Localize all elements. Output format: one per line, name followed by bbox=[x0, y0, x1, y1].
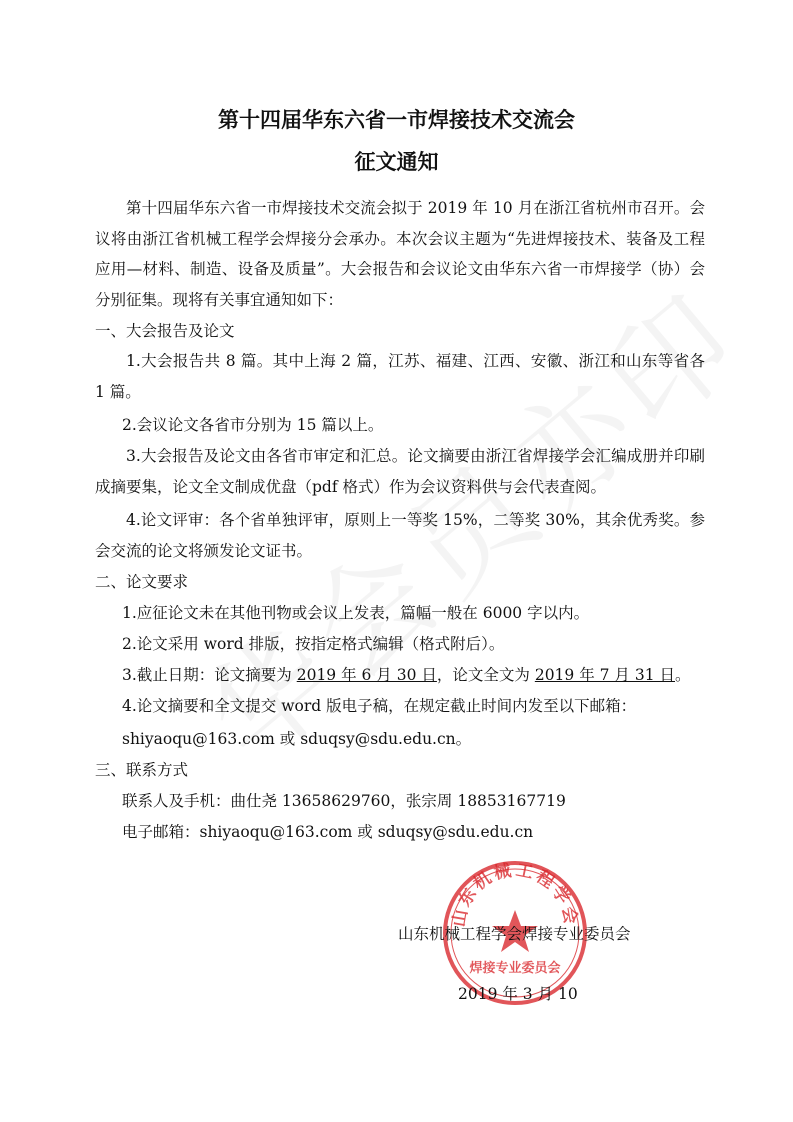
section1-item4: 4.论文评审：各个省单独评审，原则上一等奖 15%，二等奖 30%，其余优秀奖。参会交流的论文将颁发论文证书。 bbox=[95, 511, 705, 560]
deadline-middle: ，论文全文为 bbox=[436, 666, 535, 684]
section1-item3: 3.大会报告及论文由各省市审定和汇总。论文摘要由浙江省焊接学会汇编成册并印刷成摘要集，论文全文制成优盘（pdf 格式）作为会议资料供与会代表查阅。 bbox=[95, 447, 705, 496]
section2-item3 bbox=[122, 665, 691, 685]
section2-heading: 二、论文要求 bbox=[95, 573, 189, 591]
deadline-prefix: 3.截止日期：论文摘要为 bbox=[122, 666, 297, 684]
seal-inner-text: 焊接专业委员会 bbox=[469, 961, 561, 976]
signature-organization: 山东机械工程学会焊接专业委员会 bbox=[398, 925, 631, 943]
section1-heading: 一、大会报告及论文 bbox=[95, 322, 235, 340]
signature-date: 2019 年 3 月 10 bbox=[458, 985, 578, 1003]
contact-email: 电子邮箱：shiyaoqu@163.com 或 sduqsy@sdu.edu.cn bbox=[122, 823, 534, 841]
abstract-deadline: 2019 年 6 月 30 日 bbox=[296, 666, 437, 684]
section2-item4: 4.论文摘要和全文提交 word 版电子稿，在规定截止时间内发至以下邮箱： bbox=[122, 697, 637, 715]
section1-item1: 1.大会报告共 8 篇。其中上海 2 篇，江苏、福建、江西、安徽、浙江和山东等省各 1 篇。 bbox=[95, 352, 705, 401]
document-title: 第十四届华东六省一市焊接技术交流会 bbox=[218, 108, 575, 132]
section3-heading: 三、联系方式 bbox=[95, 761, 189, 779]
intro-paragraph: 第十四届华东六省一市焊接技术交流会拟于 2019 年 10 月在浙江省杭州市召开。会议将由浙江省机械工程学会焊接分会承办。本次会议主题为“先进焊接技术、装备及工程应用—材料、制造、设备及质量”。大会报告和会议论文由华东六省一市焊接学（协）会分别征集。现将有关事宜通知如下： bbox=[95, 199, 705, 309]
document-subtitle: 征文通知 bbox=[354, 150, 439, 174]
section2-item1: 1.应征论文未在其他刊物或会议上发表，篇幅一般在 6000 字以内。 bbox=[122, 604, 590, 622]
contact-persons: 联系人及手机：曲仕尧 13658629760，张宗周 18853167719 bbox=[122, 792, 566, 810]
submission-emails: shiyaoqu@163.com 或 sduqsy@sdu.edu.cn。 bbox=[122, 730, 472, 748]
section1-item2: 2.会议论文各省市分别为 15 篇以上。 bbox=[122, 416, 384, 434]
seal-outer-text: 山东机械工程学会 bbox=[449, 860, 581, 929]
fulltext-deadline: 2019 年 7 月 31 日 bbox=[534, 666, 675, 684]
section2-item2: 2.论文采用 word 排版，按指定格式编辑（格式附后）。 bbox=[122, 635, 505, 653]
deadline-suffix: 。 bbox=[675, 666, 691, 684]
